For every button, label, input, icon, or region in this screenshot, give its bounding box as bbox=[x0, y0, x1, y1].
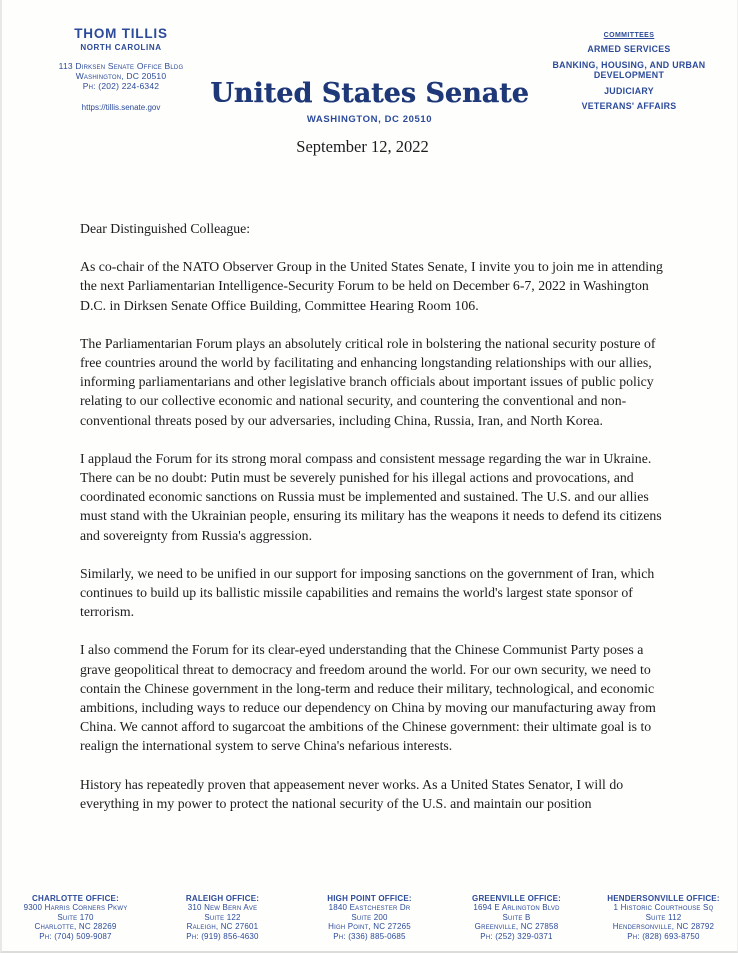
office-line: Ph: (828) 693-8750 bbox=[627, 931, 700, 941]
sender-address-line: 113 Dirksen Senate Office Bldg bbox=[58, 61, 184, 71]
masthead-title: United States Senate bbox=[210, 78, 529, 109]
office-column-high-point bbox=[296, 894, 443, 942]
sender-website: https://tillis.senate.gov bbox=[81, 103, 161, 112]
office-line: 9300 Harris Corners Pkwy bbox=[23, 903, 128, 912]
office-column-charlotte bbox=[2, 894, 149, 942]
footer-offices bbox=[2, 894, 737, 942]
committees-heading: COMMITTEES bbox=[603, 32, 655, 39]
masthead-location: WASHINGTON, DC 20510 bbox=[306, 114, 433, 125]
date-line: September 12, 2022 bbox=[296, 137, 429, 156]
committee-item: JUDICIARY bbox=[604, 85, 654, 96]
salutation: Dear Distinguished Colleague: bbox=[80, 221, 251, 236]
office-line: Ph: (336) 885-0685 bbox=[333, 931, 406, 941]
letter-body bbox=[80, 219, 668, 832]
paragraph: I applaud the Forum for its strong moral compass and consistent message regarding the war in Ukraine. There can be no doubt: Putin must be severely punished for his illegal actions and provocations, and coordinated economic sanctions on Russia must be implemented and sustained. The U.S. and our allies must stand with the Ukrainian people, ensuring its military has the weapons it needs to defend its citizens and sovereignty from Russia's aggression. bbox=[80, 450, 662, 543]
committees-block bbox=[535, 32, 723, 112]
committee-item: VETERANS' AFFAIRS bbox=[581, 101, 677, 111]
office-line: Ph: (252) 329-0371 bbox=[480, 931, 553, 941]
paragraph: As co-chair of the NATO Observer Group in the United States Senate, I invite you to join me in attending the next Parliamentarian Intelligence-Security Forum to be held on December 6-7, 2022 in Washington D.C. in Dirksen Senate Office Building, Committee Hearing Room 106. bbox=[80, 259, 663, 313]
office-line: 1 Historic Courthouse Sq bbox=[613, 903, 714, 912]
office-column-raleigh bbox=[149, 894, 296, 942]
paragraph: I also commend the Forum for its clear-eyed understanding that the Chinese Communist Party poses a grave geopolitical threat to democracy and freedom around the world. For our own security, we need to contain the Chinese government in the long-term and reduce their military, technological, and economic ambitions, including ways to reduce our dependency on China by moving our manufacturing away from China. We cannot afford to sugarcoat the ambitions of the Chinese government: their ultimate goal is to realign the international system to serve China's nefarious interests. bbox=[80, 642, 656, 754]
office-name: GREENVILLE OFFICE: bbox=[472, 893, 561, 903]
office-line: Suite B bbox=[502, 912, 531, 922]
office-name: HIGH POINT OFFICE: bbox=[327, 893, 412, 903]
paragraph: History has repeatedly proven that appeasement never works. As a United States Senator, I will do everything in my power to protect the national security of the U.S. and maintain our position bbox=[80, 776, 624, 811]
paragraph: The Parliamentarian Forum plays an absolutely critical role in bolstering the national security posture of free countries around the world by facilitating and enhancing longstanding relationships with our allies, informing parliamentarians and other legislative branch officials about important issues of public policy relating to our collective economic and national security, and countering the conventional and non-conventional threats posed by our adversaries, including China, Russia, Iran, and North Korea. bbox=[80, 335, 656, 428]
office-name: RALEIGH OFFICE: bbox=[185, 893, 260, 903]
office-line: Suite 200 bbox=[351, 912, 388, 922]
office-line: Hendersonville, NC 28792 bbox=[612, 922, 715, 931]
office-column-hendersonville bbox=[590, 894, 737, 942]
sender-phone: Ph: (202) 224-6342 bbox=[82, 81, 160, 91]
office-line: Raleigh, NC 27601 bbox=[186, 922, 259, 931]
office-line: Charlotte, NC 28269 bbox=[34, 922, 117, 931]
office-line: Ph: (919) 856-4630 bbox=[186, 931, 259, 941]
office-line: High Point, NC 27265 bbox=[328, 922, 411, 931]
office-line: 1694 E Arlington Blvd bbox=[473, 903, 560, 912]
office-line: Ph: (704) 509-9087 bbox=[39, 931, 112, 941]
paragraph: Similarly, we need to be unified in our support for imposing sanctions on the government of Iran, which continues to build up its ballistic missile capabilities and remains the world's largest state sponsor of terrorism. bbox=[80, 565, 655, 620]
office-line: Suite 112 bbox=[645, 912, 682, 922]
office-line: Suite 122 bbox=[204, 912, 241, 922]
sender-address-line: Washington, DC 20510 bbox=[75, 71, 167, 81]
committee-item: BANKING, HOUSING, AND URBAN DEVELOPMENT bbox=[552, 59, 706, 80]
sender-state: NORTH CAROLINA bbox=[80, 43, 162, 52]
office-name: CHARLOTTE OFFICE: bbox=[32, 893, 119, 903]
office-name: HENDERSONVILLE OFFICE: bbox=[607, 893, 720, 903]
office-line: Suite 170 bbox=[57, 912, 94, 922]
office-line: 1840 Eastchester Dr bbox=[328, 903, 411, 912]
office-column-greenville bbox=[443, 894, 590, 942]
committee-item: ARMED SERVICES bbox=[587, 44, 671, 54]
office-line: Greenville, NC 27858 bbox=[474, 922, 559, 931]
sender-name: THOM TILLIS bbox=[74, 26, 168, 41]
office-line: 310 New Bern Ave bbox=[187, 903, 258, 912]
